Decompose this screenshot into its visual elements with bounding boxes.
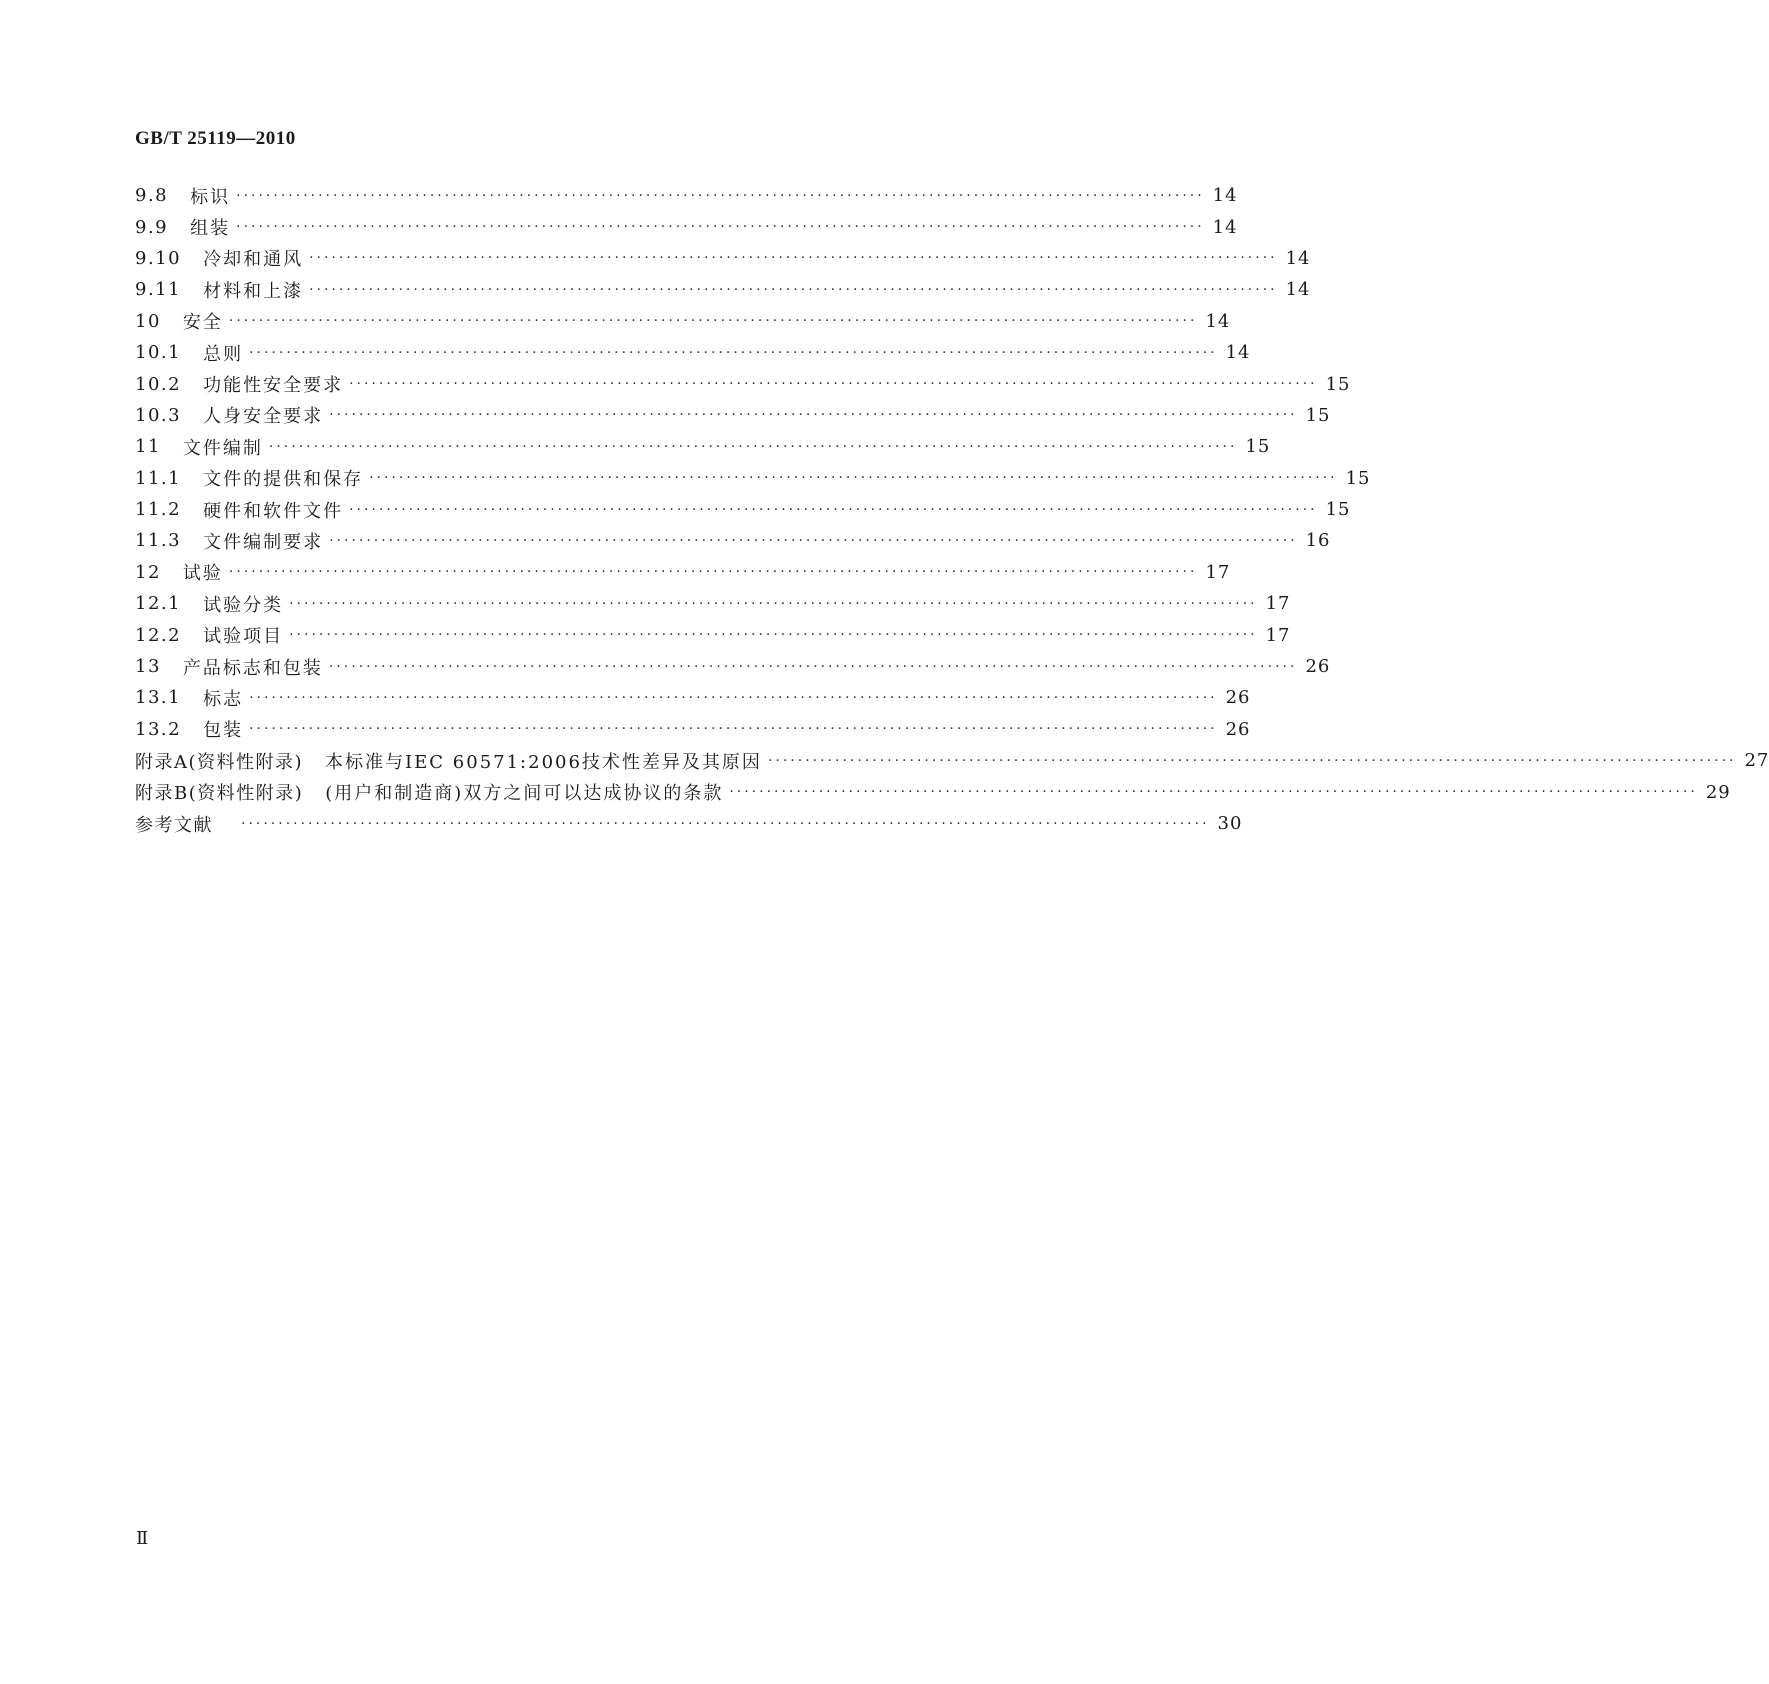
toc-entry-page: 30 — [1217, 813, 1243, 834]
toc-leader-dots: ·································································································································· — [228, 313, 1198, 330]
toc-entry-title: 标识 — [190, 186, 231, 208]
toc-entry-number: 参考文献 — [135, 814, 213, 836]
toc-entry-number: 13 — [135, 656, 161, 678]
toc-entry-number: 10.3 — [135, 404, 182, 426]
toc-leader-dots: ·································································································································· — [729, 784, 1698, 801]
toc-entry-page: 27 — [1744, 750, 1769, 772]
toc-entry[interactable] — [135, 588, 1291, 619]
toc-entry-page: 29 — [1705, 781, 1731, 803]
toc-entry-page: 14 — [1285, 279, 1311, 301]
toc-leader-dots: ·································································································································· — [309, 281, 1278, 298]
toc-leader-dots: ·································································································································· — [328, 658, 1298, 675]
table-of-contents — [135, 180, 1769, 839]
toc-leader-dots: ·································································································································· — [249, 689, 1218, 706]
toc-leader-dots: ·································································································································· — [236, 219, 1205, 236]
toc-entry-page: 14 — [1212, 185, 1238, 207]
toc-entry-page: 16 — [1305, 530, 1331, 552]
toc-entry-number: 10.2 — [135, 373, 182, 395]
toc-entry-title: 文件编制要求 — [203, 531, 324, 553]
toc-entry-page: 14 — [1205, 310, 1231, 332]
toc-entry-page: 14 — [1285, 247, 1311, 269]
toc-entry[interactable] — [135, 494, 1351, 525]
toc-entry[interactable] — [135, 243, 1311, 274]
page-number: Ⅱ — [136, 1528, 149, 1548]
toc-entry-page: 15 — [1345, 467, 1371, 489]
toc-entry-appendix[interactable] — [135, 745, 1769, 776]
toc-entry[interactable] — [135, 525, 1331, 556]
toc-entry-number: 附录A(资料性附录) — [135, 751, 304, 773]
toc-entry-page: 17 — [1205, 561, 1231, 583]
toc-leader-dots: ·································································································································· — [329, 532, 1298, 549]
toc-entry-page: 26 — [1225, 718, 1251, 740]
toc-entry-page: 26 — [1305, 656, 1331, 678]
toc-leader-dots: ·································································································································· — [228, 564, 1198, 581]
toc-entry-page: 17 — [1265, 624, 1291, 646]
toc-leader-dots: ·································································································································· — [241, 815, 1210, 832]
toc-entry-page: 26 — [1225, 687, 1251, 709]
toc-entry[interactable] — [135, 619, 1291, 650]
toc-entry-title: 总则 — [203, 343, 244, 365]
toc-entry-title: 文件编制 — [182, 437, 263, 459]
toc-entry-number: 10 — [135, 310, 161, 332]
toc-entry[interactable] — [135, 651, 1331, 682]
toc-entry[interactable] — [135, 463, 1371, 494]
toc-entry[interactable] — [135, 274, 1311, 305]
toc-entry-number: 11.1 — [135, 467, 182, 489]
toc-entry-number: 12.1 — [135, 593, 182, 615]
toc-entry-number: 9.11 — [135, 279, 182, 301]
toc-entry[interactable] — [135, 306, 1231, 337]
toc-entry-number: 9.8 — [135, 185, 169, 207]
toc-leader-dots: ·································································································································· — [329, 407, 1298, 424]
toc-entry-title: 试验项目 — [203, 626, 284, 648]
toc-entry-page: 14 — [1225, 342, 1251, 364]
toc-entry-title: 功能性安全要求 — [203, 375, 344, 397]
toc-leader-dots: ·································································································································· — [249, 344, 1218, 361]
toc-entry-title: 包装 — [203, 720, 244, 742]
toc-entry-title: 硬件和软件文件 — [203, 500, 344, 522]
toc-entry-page: 15 — [1305, 404, 1331, 426]
toc-entry-page: 15 — [1325, 373, 1351, 395]
toc-leader-dots: ·································································································································· — [349, 501, 1318, 518]
toc-entry-title: 试验 — [182, 563, 223, 585]
toc-leader-dots: ·································································································································· — [767, 752, 1737, 769]
toc-leader-dots: ·································································································································· — [236, 187, 1205, 204]
toc-entry-page: 14 — [1212, 216, 1238, 238]
toc-entry-number: 12.2 — [135, 624, 182, 646]
toc-leader-dots: ·································································································································· — [249, 721, 1218, 738]
toc-entry-number: 11 — [135, 436, 161, 458]
toc-entry[interactable] — [135, 368, 1351, 399]
toc-entry-title: 试验分类 — [203, 594, 284, 616]
toc-entry-page: 15 — [1245, 436, 1271, 458]
toc-entry-title: 组装 — [190, 218, 231, 240]
toc-entry-number: 附录B(资料性附录) — [135, 783, 304, 805]
toc-entry[interactable] — [135, 557, 1231, 588]
toc-leader-dots: ·································································································································· — [309, 250, 1278, 267]
toc-entry[interactable] — [135, 400, 1331, 431]
toc-entry-title: 冷却和通风 — [203, 249, 304, 271]
toc-entry-title: 标志 — [203, 688, 244, 710]
toc-entry[interactable] — [135, 337, 1251, 368]
toc-entry-number: 11.2 — [135, 499, 182, 521]
toc-entry[interactable] — [135, 714, 1251, 745]
toc-entry-number: 13.2 — [135, 718, 182, 740]
toc-entry-title: 本标准与IEC 60571:2006技术性差异及其原因 — [325, 751, 762, 773]
toc-entry-title: 安全 — [182, 312, 223, 334]
toc-leader-dots: ·································································································································· — [369, 470, 1338, 487]
toc-entry[interactable] — [135, 431, 1271, 462]
toc-leader-dots: ·································································································································· — [268, 438, 1238, 455]
document-code: GB/T 25119—2010 — [135, 128, 296, 149]
toc-entry-number: 11.3 — [135, 530, 182, 552]
toc-entry-title: 人身安全要求 — [203, 406, 324, 428]
toc-entry-page: 15 — [1325, 499, 1351, 521]
toc-leader-dots: ·································································································································· — [349, 376, 1318, 393]
toc-entry-title: (用户和制造商)双方之间可以达成协议的条款 — [325, 783, 724, 805]
toc-entry[interactable] — [135, 180, 1238, 211]
toc-entry-title: 产品标志和包装 — [182, 657, 323, 679]
toc-entry-title: 文件的提供和保存 — [203, 469, 364, 491]
toc-entry-appendix[interactable] — [135, 776, 1731, 807]
toc-entry-number: 10.1 — [135, 342, 182, 364]
toc-entry-number: 9.9 — [135, 216, 169, 238]
toc-entry-title: 材料和上漆 — [203, 280, 304, 302]
toc-entry[interactable] — [135, 682, 1251, 713]
toc-entry-number: 9.10 — [135, 247, 182, 269]
toc-leader-dots: ·································································································································· — [289, 595, 1258, 612]
toc-entry-number: 12 — [135, 561, 161, 583]
toc-entry-page: 17 — [1265, 593, 1291, 615]
toc-entry[interactable] — [135, 211, 1238, 242]
toc-leader-dots: ·································································································································· — [289, 627, 1258, 644]
toc-entry-number: 13.1 — [135, 687, 182, 709]
toc-entry-references[interactable] — [135, 808, 1243, 839]
